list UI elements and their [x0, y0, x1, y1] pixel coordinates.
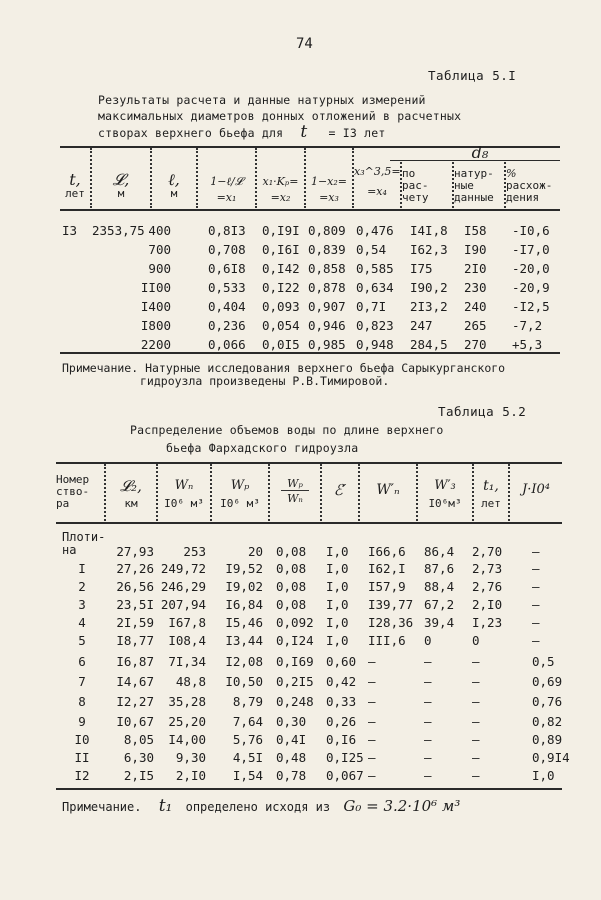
table1-cell-nat: 265 [464, 318, 487, 333]
table2-bottom-rule [56, 788, 562, 790]
table1-cell-x1: 0,236 [208, 318, 246, 333]
table1-cell-x4: 0,585 [356, 261, 394, 276]
table1-cell-x4: 0,7I [356, 299, 387, 314]
table2-header-L2 [106, 478, 156, 510]
header-dev-3: дения [506, 191, 540, 204]
table2-cell-Wn: 249,72 [160, 561, 206, 576]
table2-cell-L2: 6,30 [123, 750, 154, 765]
table1-caption-t: t [300, 122, 308, 142]
table2-cell-ratio: 0,I24 [276, 633, 314, 648]
table2-header-eps: ℰ′ [333, 481, 347, 499]
table2-cell-eps: 0,I25 [326, 750, 364, 765]
table2-cell-number: 7 [78, 674, 86, 689]
table1-cell-l: 400 [148, 223, 171, 238]
table2-cell-J: 0,69 [532, 674, 563, 689]
table2-cell-W3: – [424, 674, 432, 689]
table1-header-rule [60, 209, 560, 211]
table1-caption-line-2: максимальных диаметров донных отложений в расчетных [98, 109, 462, 123]
table2-cell-eps: I,0 [326, 633, 349, 648]
header-x3-bottom: =x₃ [319, 191, 339, 204]
table2-cell-t1: 0 [472, 633, 480, 648]
table1-cell-x2: 0,0I5 [262, 337, 300, 352]
table2-header-t1 [474, 478, 508, 510]
table2-cell-Wp: I5,46 [225, 615, 263, 630]
table2-cell-t1: 2,70 [472, 544, 503, 559]
table1-cell-dev: -I0,6 [512, 223, 550, 238]
table2-cell-t1: – [472, 714, 480, 729]
table2-cell-Wn: 35,28 [168, 694, 206, 709]
table2-cell-J: – [532, 633, 540, 648]
header-t-symbol: t, [69, 170, 81, 189]
table2-cell-Wn: 7I,34 [168, 654, 206, 669]
table2-cell-Wp: 4,5I [232, 750, 263, 765]
table1-cell-x2: 0,093 [262, 299, 300, 314]
table2-cell-number: 8 [78, 694, 86, 709]
header-calc-2: рас- [402, 179, 429, 192]
table2-cell-number: 4 [78, 615, 86, 630]
table1-cell-x3: 0,809 [308, 223, 346, 238]
table2-note-mid: определено исходя из [185, 800, 331, 814]
table1-cell-nat: 270 [464, 337, 487, 352]
table2-note-var: t₁ [158, 796, 173, 816]
table1-cell-x3: 0,946 [308, 318, 346, 333]
table2-cell-Wn2: – [368, 714, 376, 729]
table2-cell-t1: 2,73 [472, 561, 503, 576]
table1-cell-x2: 0,I6I [262, 242, 300, 257]
header-L-symbol: 𝓛, [112, 170, 130, 189]
header-dev-2: расхож- [506, 179, 553, 192]
table2-cell-number: Плоти- на [62, 530, 106, 557]
table1-cell-x4: 0,634 [356, 280, 394, 295]
table2-cell-J: I,0 [532, 768, 555, 783]
table2-cell-number: I0 [74, 732, 90, 747]
table1-cell-x1: 0,066 [208, 337, 246, 352]
table2-cell-Wn2: I62,I [368, 561, 406, 576]
table2-cell-J: 0,82 [532, 714, 563, 729]
table2-header-rule [56, 522, 562, 524]
table1-cell-l: 700 [148, 242, 171, 257]
table1-cell-calc: I4I,8 [410, 223, 448, 238]
table1-cell-dev: -7,2 [512, 318, 543, 333]
table1-note-line-1: Примечание. Натурные исследования верхнего бьефа Сарыкурганского [62, 361, 506, 375]
table2-cell-ratio: 0,2I5 [276, 674, 314, 689]
header-nat-2: ные [454, 179, 474, 192]
table1-cell-x3: 0,839 [308, 242, 346, 257]
table1-caption-tail: = I3 лет [328, 126, 386, 140]
table2-cell-Wp: 8,79 [232, 694, 263, 709]
table2-cell-ratio: 0,08 [276, 597, 307, 612]
table2-cell-L2: 27,93 [116, 544, 154, 559]
table2-cell-Wp: I6,84 [225, 597, 263, 612]
table1-cell-x4: 0,54 [356, 242, 387, 257]
header-number-3: ра [56, 497, 70, 510]
table2-cell-J: – [532, 597, 540, 612]
table1-cell-calc: I62,3 [410, 242, 448, 257]
table2-cell-Wn: I4,00 [168, 732, 206, 747]
table2-cell-eps: 0,067 [326, 768, 364, 783]
table2-cell-Wp: I9,02 [225, 579, 263, 594]
table1-header-x2 [257, 176, 304, 204]
table2-cell-Wp: I9,52 [225, 561, 263, 576]
table2-cell-L2: 26,56 [116, 579, 154, 594]
header-x1-top: 1−ℓ/𝓛 [210, 175, 243, 188]
table1-cell-dev: -I2,5 [512, 299, 550, 314]
table1-header-x3 [306, 176, 352, 204]
table2-cell-eps: I,0 [326, 597, 349, 612]
table1-cell-x1: 0,8I3 [208, 223, 246, 238]
table1-cell-dev: -20,9 [512, 280, 550, 295]
table2-cell-t1: – [472, 768, 480, 783]
table1-cell-calc: 247 [410, 318, 433, 333]
table1-cell-calc: I90,2 [410, 280, 448, 295]
table2-cell-t1: – [472, 750, 480, 765]
table2-cell-L2: I6,87 [116, 654, 154, 669]
table2-cell-Wn: I67,8 [168, 615, 206, 630]
table2-cell-W3: 0 [424, 633, 432, 648]
table2-cell-eps: 0,I6 [326, 732, 357, 747]
header-x2-bottom: =x₂ [270, 191, 291, 204]
header-Wn-symbol: Wₙ [174, 478, 194, 493]
table2-cell-Wn2: I66,6 [368, 544, 406, 559]
table1-cell-x1: 0,6I8 [208, 261, 246, 276]
page-number: 74 [296, 36, 313, 52]
header-l-symbol: ℓ, [168, 170, 180, 189]
table1-cell-x3: 0,907 [308, 299, 346, 314]
table2-cell-J: 0,9I4 [532, 750, 570, 765]
header-t1-unit: лет [481, 497, 501, 510]
table1-cell-dev: -20,0 [512, 261, 550, 276]
table2-header-Wp [212, 478, 268, 510]
table2-cell-L2: 8,05 [123, 732, 154, 747]
table2-cell-Wn2: I57,9 [368, 579, 406, 594]
table2-cell-number: 6 [78, 654, 86, 669]
table1-header-l [152, 172, 196, 200]
table2-cell-Wn2: – [368, 674, 376, 689]
table2-cell-t1: 2,76 [472, 579, 503, 594]
table2-cell-Wp: 5,76 [232, 732, 263, 747]
table1-cell-x2: 0,054 [262, 318, 300, 333]
table2-cell-t1: I,23 [472, 615, 503, 630]
table2-cell-L2: I2,27 [116, 694, 154, 709]
table2-note-formula: G₀ = 3.2·10⁶ м³ [343, 797, 461, 815]
header-L-unit: м [117, 187, 125, 200]
header-W3-symbol: W′₃ [434, 478, 456, 493]
table2-cell-eps: I,0 [326, 544, 349, 559]
table2-cell-W3: – [424, 750, 432, 765]
table2-header-ratio [270, 478, 320, 505]
table2-cell-W3: – [424, 768, 432, 783]
table2-cell-L2: 2I,59 [116, 615, 154, 630]
table2-cell-eps: I,0 [326, 615, 349, 630]
table2-cell-Wp: I2,08 [225, 654, 263, 669]
table2-header-J: J·I0⁴ [522, 482, 550, 497]
table2-cell-ratio: 0,08 [276, 544, 307, 559]
table2-cell-J: – [532, 579, 540, 594]
table2-cell-L2: I0,67 [116, 714, 154, 729]
table2-cell-Wn: 2,I0 [175, 768, 206, 783]
header-x1-bottom: =x₁ [216, 191, 237, 204]
table2-cell-t1: – [472, 654, 480, 669]
table2-cell-Wp: I0,50 [225, 674, 263, 689]
table2-cell-number: 5 [78, 633, 86, 648]
table2-cell-W3: – [424, 694, 432, 709]
header-x4-bottom: =x₄ [367, 185, 387, 198]
table2-cell-ratio: 0,4I [276, 732, 307, 747]
table2-cell-ratio: 0,08 [276, 579, 307, 594]
table2-cell-ratio: 0,78 [276, 768, 307, 783]
table2-cell-ratio: 0,08 [276, 561, 307, 576]
table2-header-Wn2: W′ₙ [376, 482, 400, 498]
table2-top-rule [56, 462, 562, 464]
header-dev-1: % [506, 167, 517, 180]
header-l-unit: м [170, 187, 178, 200]
table2-cell-Wn2: – [368, 768, 376, 783]
table2-cell-L2: I4,67 [116, 674, 154, 689]
table2-cell-Wn: 207,94 [160, 597, 206, 612]
table2-cell-L2: I8,77 [116, 633, 154, 648]
table1-cell-x3: 0,878 [308, 280, 346, 295]
table2-cell-W3: 67,2 [424, 597, 455, 612]
table1-cell-nat: 2I0 [464, 261, 487, 276]
table2-cell-t1: – [472, 674, 480, 689]
table2-cell-ratio: 0,248 [276, 694, 314, 709]
table1-cell-dev: -I7,0 [512, 242, 550, 257]
table1-cell-calc: 2I3,2 [410, 299, 448, 314]
table2-cell-ratio: 0,30 [276, 714, 307, 729]
table2-cell-t1: – [472, 694, 480, 709]
table1-header-dev [506, 168, 560, 204]
table1-cell-dev: +5,3 [512, 337, 543, 352]
table2-cell-Wn2: – [368, 750, 376, 765]
table1-cell-l: I800 [140, 318, 171, 333]
table1-cell-x1: 0,533 [208, 280, 246, 295]
table1-cell-x3: 0,858 [308, 261, 346, 276]
table1-cell-l: I400 [140, 299, 171, 314]
table1-cell-nat: 240 [464, 299, 487, 314]
table2-cell-number: 3 [78, 597, 86, 612]
table2-cell-ratio: 0,48 [276, 750, 307, 765]
table2-cell-Wn: 25,20 [168, 714, 206, 729]
table2-header-number [56, 474, 104, 510]
header-x2-top: x₁·Kₚ= [262, 175, 299, 188]
header-L2-unit: км [124, 497, 138, 510]
table1-caption-line-1: Результаты расчета и данные натурных измерений [98, 93, 426, 107]
table1-cell-x2: 0,I22 [262, 280, 300, 295]
table2-cell-L2: 23,5I [116, 597, 154, 612]
table2-cell-Wp: I,54 [232, 768, 263, 783]
table1-cell-x2: 0,I9I [262, 223, 300, 238]
table2-cell-Wn: 48,8 [175, 674, 206, 689]
table2-cell-W3: 88,4 [424, 579, 455, 594]
header-x3-top: 1−x₂= [310, 175, 348, 188]
table1-cell-nat: I58 [464, 223, 487, 238]
header-W3-unit: I0⁶м³ [428, 497, 462, 510]
table2-cell-J: 0,5 [532, 654, 555, 669]
table1-cell-x4: 0,823 [356, 318, 394, 333]
table2-label: Таблица 5.2 [438, 404, 527, 419]
table2-cell-number: I [78, 561, 86, 576]
table2-cell-Wn2: I28,36 [368, 615, 414, 630]
table1-L-value: 2353,75 [92, 223, 145, 238]
table2-cell-Wn2: – [368, 732, 376, 747]
header-x4-top: x₃^3,5= [354, 165, 401, 178]
header-number-2: ство- [56, 485, 90, 498]
header-t-unit: лет [65, 187, 85, 200]
table2-cell-W3: 87,6 [424, 561, 455, 576]
table1-header-nat [454, 168, 504, 204]
table2-cell-Wn2: I39,77 [368, 597, 414, 612]
table1-caption-line-3 [98, 124, 386, 141]
header-nat-3: данные [454, 191, 494, 204]
table2-header-W3 [418, 478, 472, 510]
header-Wp-unit: I0⁶ м³ [220, 497, 260, 510]
table2-cell-W3: – [424, 714, 432, 729]
table2-cell-number: 2 [78, 579, 86, 594]
table1-header-L [92, 172, 150, 200]
header-calc-1: по [402, 167, 416, 180]
table2-cell-number: I2 [74, 768, 90, 783]
table2-cell-t1: 2,I0 [472, 597, 503, 612]
table2-cell-W3: – [424, 654, 432, 669]
header-Wp-symbol: Wₚ [230, 478, 250, 493]
table2-cell-number: II [74, 750, 90, 765]
table2-cell-t1: – [472, 732, 480, 747]
table2-cell-Wp: I3,44 [225, 633, 263, 648]
table2-cell-number: 9 [78, 714, 86, 729]
table1-cell-nat: I90 [464, 242, 487, 257]
table1-cell-calc: I75 [410, 261, 433, 276]
table2-cell-W3: 39,4 [424, 615, 455, 630]
table1-cell-nat: 230 [464, 280, 487, 295]
table2-cell-W3: 86,4 [424, 544, 455, 559]
table2-cell-eps: 0,42 [326, 674, 357, 689]
table1-header-d: d₈ [471, 143, 489, 162]
table2-note [62, 796, 461, 816]
table2-cell-eps: 0,26 [326, 714, 357, 729]
header-ratio-top: Wₚ [281, 478, 309, 491]
table2-cell-W3: – [424, 732, 432, 747]
table2-cell-eps: I,0 [326, 579, 349, 594]
table2-cell-Wp: 20 [247, 544, 263, 559]
table1-cell-x1: 0,404 [208, 299, 246, 314]
header-t1-symbol: t₁, [483, 478, 499, 494]
table1-bottom-rule [60, 352, 560, 354]
table1-header-t [60, 172, 90, 200]
table1-cell-x3: 0,985 [308, 337, 346, 352]
header-number-1: Номер [56, 473, 90, 486]
table1-header-x4 [354, 166, 400, 198]
table2-cell-Wn2: – [368, 694, 376, 709]
table2-header-Wn [158, 478, 210, 510]
table2-cell-ratio: 0,I69 [276, 654, 314, 669]
table2-cell-J: 0,76 [532, 694, 563, 709]
table1-caption-line-3-text: створах верхнего бьефа для [98, 126, 284, 140]
table1-cell-calc: 284,5 [410, 337, 448, 352]
table2-cell-eps: 0,60 [326, 654, 357, 669]
header-calc-3: чету [402, 191, 429, 204]
header-ratio-bottom: Wₙ [287, 492, 303, 505]
table1-cell-x2: 0,I42 [262, 261, 300, 276]
table1-note-line-2: гидроузла произведены Р.В.Тимировой. [140, 374, 390, 388]
table2-cell-Wn2: – [368, 654, 376, 669]
table1-header-calc [402, 168, 452, 204]
table1-cell-x1: 0,708 [208, 242, 246, 257]
table1-header-x1 [198, 176, 255, 204]
table2-caption-line-2: бьефа Фархадского гидроузла [166, 441, 359, 455]
table1-cell-x4: 0,476 [356, 223, 394, 238]
table1-t-value: I3 [62, 223, 78, 238]
table2-cell-Wn: 9,30 [175, 750, 206, 765]
header-nat-1: натур- [454, 167, 494, 180]
table2-cell-Wn: 246,29 [160, 579, 206, 594]
table2-cell-L2: 27,26 [116, 561, 154, 576]
table2-cell-eps: 0,33 [326, 694, 357, 709]
table2-cell-Wp: 7,64 [232, 714, 263, 729]
table2-note-prefix: Примечание. [62, 800, 142, 814]
header-L2-symbol: 𝓛₂, [120, 477, 142, 495]
table2-cell-J: – [532, 544, 540, 559]
header-Wn-unit: I0⁶ м³ [164, 497, 204, 510]
table1-cell-l: II00 [140, 280, 171, 295]
table2-cell-Wn2: III,6 [368, 633, 406, 648]
table2-cell-J: 0,89 [532, 732, 563, 747]
table2-cell-ratio: 0,092 [276, 615, 314, 630]
table1-cell-l: 900 [148, 261, 171, 276]
table2-cell-Wn: I08,4 [168, 633, 206, 648]
table2-cell-eps: I,0 [326, 561, 349, 576]
table1-label: Таблица 5.I [428, 68, 517, 83]
table2-cell-J: – [532, 561, 540, 576]
table2-cell-J: – [532, 615, 540, 630]
table2-cell-Wn: 253 [183, 544, 206, 559]
table2-caption-line-1: Распределение объемов воды по длине верхнего [130, 423, 444, 437]
table2-cell-L2: 2,I5 [123, 768, 154, 783]
table1-cell-x4: 0,948 [356, 337, 394, 352]
table1-cell-l: 2200 [140, 337, 171, 352]
